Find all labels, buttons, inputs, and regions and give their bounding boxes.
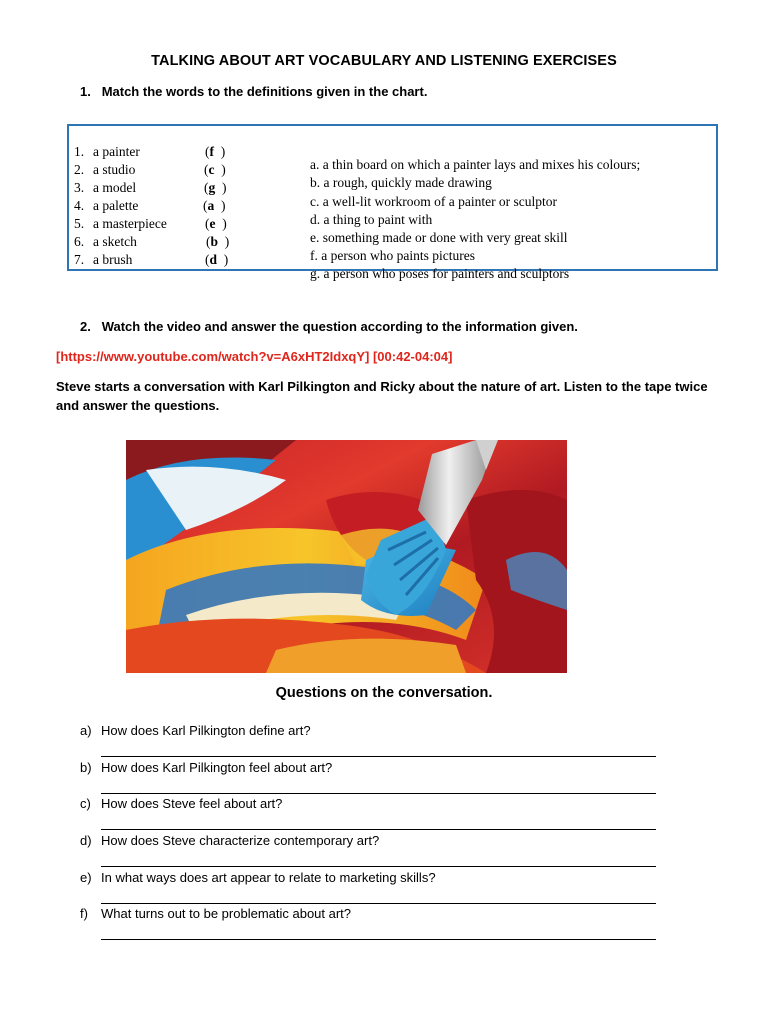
answer-close: ) — [221, 198, 226, 213]
word-text: a masterpiece — [93, 216, 167, 231]
definition-item: a. a thin board on which a painter lays and mixes his colours; — [310, 157, 641, 172]
paint-brush-image — [126, 440, 567, 673]
questions-title: Questions on the conversation. — [275, 685, 493, 701]
word-text: a sketch — [93, 234, 137, 249]
answer-close: ) — [223, 252, 229, 267]
definition-item: g. a person who poses for painters and sculptors — [310, 266, 570, 281]
page-title: TALKING ABOUT ART VOCABULARY AND LISTENING EXERCISES — [151, 53, 617, 69]
answer-line[interactable] — [101, 866, 656, 867]
exercise1-instruction: Match the words to the definitions given in the chart. — [101, 84, 428, 99]
definition-item: b. a rough, quickly made drawing — [310, 175, 492, 190]
answer-close: ) — [220, 144, 226, 159]
word-answer — [204, 179, 227, 197]
question-text: How does Steve feel about art? — [101, 796, 283, 811]
exercise2-instruction: Watch the video and answer the question according to the information given. — [101, 319, 578, 334]
question-letter: c) — [80, 796, 91, 811]
answer-letter: e — [209, 216, 216, 231]
question-letter: f) — [80, 906, 88, 921]
exercise1-number: 1. — [80, 84, 91, 99]
exercise2-number: 2. — [80, 319, 91, 334]
answer-line[interactable] — [101, 939, 656, 940]
question-text: How does Karl Pilkington define art? — [101, 723, 311, 738]
word-answer — [205, 251, 228, 269]
answer-open: ( — [205, 252, 210, 267]
answer-open: ( — [205, 144, 210, 159]
answer-open: ( — [204, 180, 209, 195]
question-text: How does Karl Pilkington feel about art? — [101, 760, 333, 775]
word-answer — [203, 197, 226, 215]
answer-line[interactable] — [101, 756, 656, 757]
exercise1-heading — [80, 84, 427, 99]
word-number: 6. — [74, 234, 85, 249]
word-text: a brush — [93, 252, 133, 267]
definition-item: f. a person who paints pictures — [310, 248, 475, 263]
definition-item: c. a well-lit workroom of a painter or sculptor — [310, 194, 558, 209]
word-number: 2. — [74, 162, 85, 177]
answer-open: ( — [206, 234, 211, 249]
word-text: a model — [93, 180, 137, 195]
answer-close: ) — [222, 216, 227, 231]
word-answer — [206, 233, 229, 251]
word-number: 4. — [74, 198, 85, 213]
answer-line[interactable] — [101, 793, 656, 794]
exercise2-heading — [80, 319, 578, 334]
question-text: In what ways does art appear to relate to marketing skills? — [101, 870, 436, 885]
answer-letter: d — [209, 252, 218, 267]
answer-letter: c — [208, 162, 215, 177]
question-letter: b) — [80, 760, 92, 775]
word-number: 3. — [74, 180, 85, 195]
answer-letter: a — [207, 198, 215, 213]
answer-close: ) — [222, 180, 227, 195]
answer-open: ( — [203, 198, 208, 213]
answer-close: ) — [221, 162, 226, 177]
answer-open: ( — [204, 162, 209, 177]
word-text: a studio — [93, 162, 136, 177]
answer-open: ( — [205, 216, 210, 231]
video-link[interactable]: [https://www.youtube.com/watch?v=A6xHT2IdxqY] [00:42-04:04] — [56, 349, 453, 364]
question-letter: d) — [80, 833, 92, 848]
answer-close: ) — [224, 234, 230, 249]
answer-letter: b — [210, 234, 219, 249]
definition-item: d. a thing to paint with — [310, 212, 433, 227]
word-answer — [204, 161, 226, 179]
answer-letter: g — [208, 180, 216, 195]
word-answer — [205, 143, 225, 161]
word-text: a painter — [93, 144, 140, 159]
word-answer — [205, 215, 227, 233]
definition-item: e. something made or done with very great skill — [310, 230, 568, 245]
word-text: a palette — [93, 198, 139, 213]
word-number: 7. — [74, 252, 85, 267]
question-letter: a) — [80, 723, 92, 738]
question-letter: e) — [80, 870, 92, 885]
word-number: 5. — [74, 216, 85, 231]
answer-letter: f — [209, 144, 214, 159]
answer-line[interactable] — [101, 829, 656, 830]
answer-line[interactable] — [101, 903, 656, 904]
question-text: How does Steve characterize contemporary art? — [101, 833, 380, 848]
exercise2-intro: Steve starts a conversation with Karl Pilkington and Ricky about the nature of art. Listen to the tape twice and answer the questions. — [56, 379, 708, 413]
word-number: 1. — [74, 144, 85, 159]
question-text: What turns out to be problematic about art? — [101, 906, 352, 921]
